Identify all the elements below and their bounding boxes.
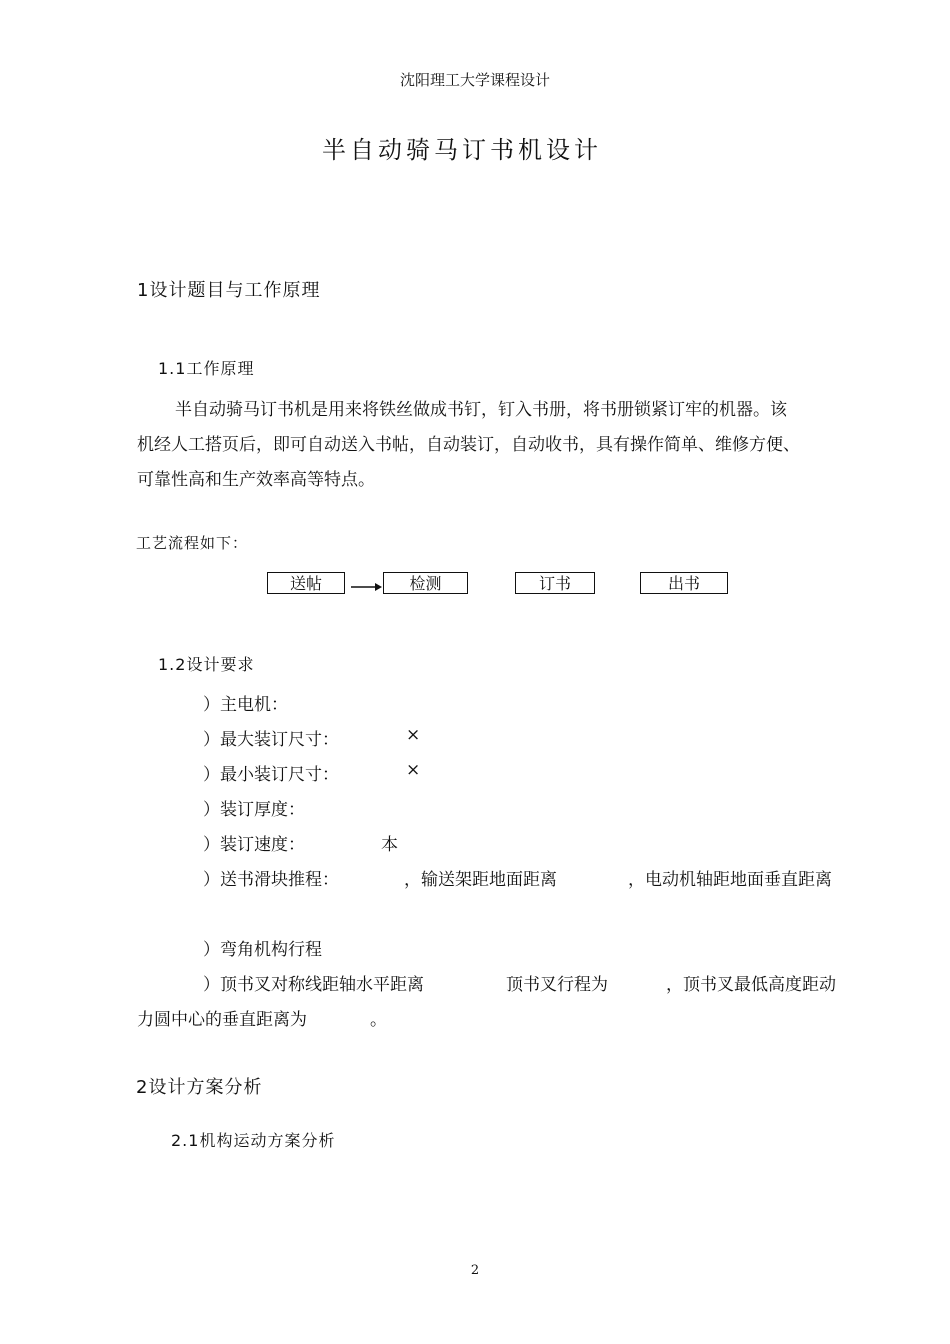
subsection-1-2-heading: 1.2设计要求 — [158, 655, 255, 674]
section-1-heading: 1设计题目与工作原理 — [137, 280, 321, 301]
requirement-motor: ）主电机： — [203, 695, 288, 715]
requirement-speed: ）装订速度： — [203, 835, 305, 855]
flow-step-inspect: 检测 — [383, 572, 468, 594]
document-title: 半自动骑马订书机设计 — [322, 136, 602, 164]
push-stroke-end: ，电动机轴距地面垂直距离 — [628, 870, 832, 890]
requirement-bend-stroke: ）弯角机构行程 — [203, 940, 322, 960]
requirement-fork-distance: ）顶书叉对称线距轴水平距离 — [203, 975, 424, 995]
fork-height-line-2: 力圆中心的垂直距离为 — [137, 1010, 307, 1030]
requirement-min-size: ）最小装订尺寸： — [203, 765, 339, 785]
paragraph-line-2: 机经人工搭页后，即可自动送入书帖，自动装订，自动收书，具有操作简单、维修方便、 — [137, 435, 800, 455]
flow-step-send: 送帖 — [267, 572, 345, 594]
fork-height-label: ，顶书叉最低高度距动 — [666, 975, 836, 995]
flow-step-output: 出书 — [640, 572, 728, 594]
requirement-max-size: ）最大装订尺寸： — [203, 730, 339, 750]
page-header: 沈阳理工大学课程设计 — [399, 71, 550, 89]
requirement-push-stroke: ）送书滑块推程： — [203, 870, 339, 890]
flow-arrow-icon — [351, 583, 382, 591]
speed-unit: 本 — [381, 835, 398, 855]
page-number: 2 — [470, 1263, 480, 1278]
paragraph-line-1: 半自动骑马订书机是用来将铁丝做成书钉，钉入书册，将书册锁紧订牢的机器。该 — [175, 400, 787, 420]
subsection-2-1-heading: 2.1机构运动方案分析 — [171, 1131, 336, 1150]
paragraph-line-3: 可靠性高和生产效率高等特点。 — [137, 470, 375, 490]
push-stroke-middle: ，输送架距地面距离 — [404, 870, 557, 890]
max-size-separator: × — [406, 725, 421, 745]
section-2-heading: 2设计方案分析 — [136, 1077, 263, 1098]
fork-stroke-label: 顶书叉行程为 — [506, 975, 608, 995]
flow-step-staple: 订书 — [515, 572, 595, 594]
min-size-separator: × — [406, 760, 421, 780]
requirement-thickness: ）装订厚度： — [203, 800, 305, 820]
fork-height-period: 。 — [370, 1010, 387, 1030]
flow-label: 工艺流程如下： — [136, 534, 249, 552]
subsection-1-1-heading: 1.1工作原理 — [158, 359, 255, 378]
